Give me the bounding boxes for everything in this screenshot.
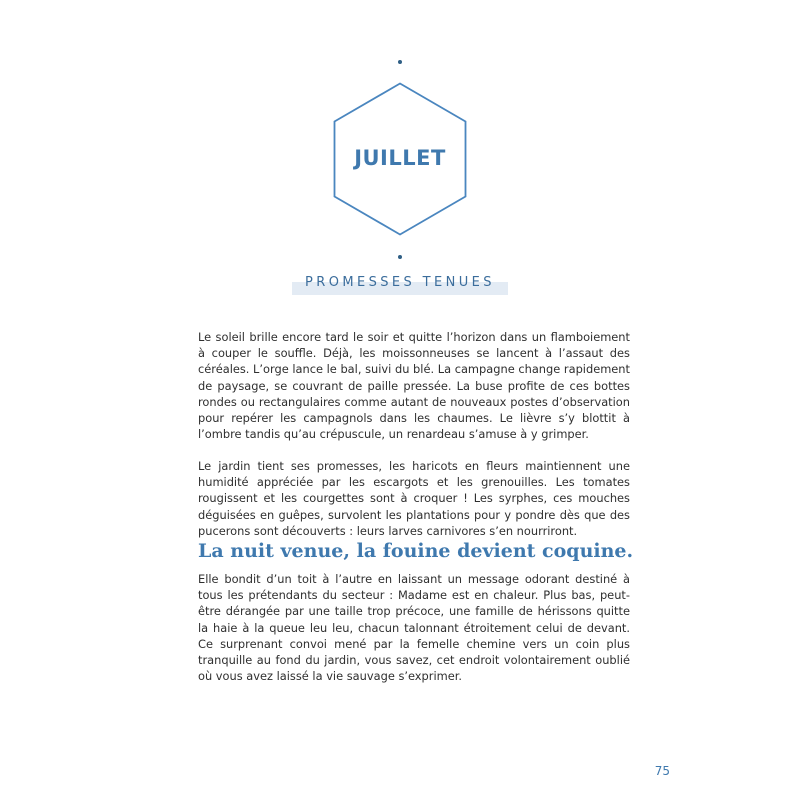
page-number: 75: [654, 764, 670, 778]
section-heading: La nuit venue, la fouine devient coquine.: [198, 540, 634, 562]
paragraph-3: Elle bondit d’un toit à l’autre en laissant un message odorant destiné à tous les prétendants du secteur : Madame est en chaleur. Plus bas, peut-être dérangée par une taille trop précoce, une famille de hérissons quitte la haie à la queue leu leu, chacun talonnant étroitement celui de devant. Ce surprenant convoi mené par la femelle chemine vers un coin plus tranquille au fond du jardin, vous savez, cet endroit volontairement oublié où vous avez laissé la vie sauvage s’exprimer.: [198, 572, 630, 684]
paragraph-2: Le jardin tient ses promesses, les haricots en fleurs maintiennent une humidité appréciée par les escargots et les grenouilles. Les tomates rougissent et les courgettes sont à croquer ! Les syrphes, ces mouches déguisées en guêpes, survolent les plantations pour y pondre dès que des pucerons sont découverts : leurs larves carnivores s’en nourriront.: [198, 459, 630, 538]
chapter-subtitle: PROMESSES TENUES: [305, 275, 495, 290]
paragraph-1: Le soleil brille encore tard le soir et quitte l’horizon dans un flamboiement à couper le souffle. Déjà, les moissonneuses se lancent à l’assaut des céréales. L’orge lance le bal, suivi du blé. La campagne change rapidement de paysage, se couvrant de paille pressée. La buse profite de ces bottes rondes ou rectangulaires comme autant de nouveaux postes d’observation pour repérer les campagnols dans les chaumes. Le lièvre s’y blottit à l’ombre tandis qu’au crépuscule, un renardeau s’amuse à y grimper.: [198, 330, 630, 442]
month-title: JUILLET: [354, 146, 446, 170]
bottom-dot-ornament: [398, 255, 402, 259]
top-dot-ornament: [398, 60, 402, 64]
